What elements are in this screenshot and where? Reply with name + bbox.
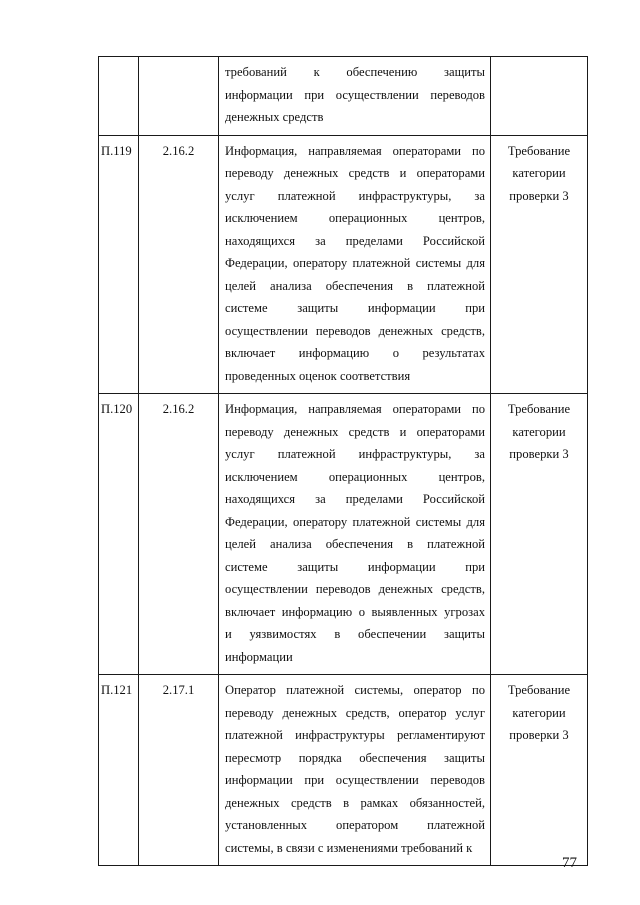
requirement-text-line: Федерации, оператору платежной системы для <box>225 514 485 529</box>
requirement-text-line: переводу денежных средств и операторами <box>225 166 485 180</box>
check-category-line: категории <box>512 705 566 720</box>
item-number-cell: П.121 <box>99 675 139 866</box>
requirement-text-cell <box>219 675 491 866</box>
requirement-text-line: находящихся за пределами Российской <box>225 492 485 506</box>
requirement-text-line: Информация, направляемая операторами по <box>225 143 485 158</box>
requirement-text-line: услуг платежной инфраструктуры, за <box>225 447 485 461</box>
item-number-cell: П.119 <box>99 135 139 394</box>
requirement-text-line: денежных средств <box>225 110 324 124</box>
table-row <box>99 675 588 866</box>
requirement-text-line: осуществлении переводов денежных средств, <box>225 323 485 338</box>
requirement-text-line: информации при осуществлении переводов <box>225 773 485 787</box>
check-category-line: категории <box>512 166 566 180</box>
requirement-text-line: информации <box>225 649 293 664</box>
requirement-text-line: переводу денежных средств, оператор услуг <box>225 705 485 720</box>
requirement-text-line: исключением операционных центров, <box>225 469 485 484</box>
requirement-text-line: целей анализа обеспечения в платежной <box>225 278 485 293</box>
requirement-text-line: Оператор платежной системы, оператор по <box>225 683 485 697</box>
requirement-text-line: Информация, направляемая операторами по <box>225 402 485 416</box>
check-category-line: Требование <box>507 683 571 697</box>
requirement-text-line: осуществлении переводов денежных средств, <box>225 582 485 596</box>
requirement-text-line: исключением операционных центров, <box>225 211 485 225</box>
check-category-cell <box>491 135 588 394</box>
requirement-text-line: находящихся за пределами Российской <box>225 233 485 248</box>
requirement-text-cell <box>219 394 491 675</box>
page-number: 77 <box>562 855 577 871</box>
requirement-text-line: информации при осуществлении переводов <box>225 87 485 102</box>
requirement-text-line: пересмотр порядка обеспечения защиты <box>225 750 485 765</box>
check-category-line: категории <box>512 424 566 439</box>
requirement-text-cell <box>219 57 491 136</box>
requirement-text-line: и уязвимостях в обеспечении защиты <box>225 627 485 641</box>
clause-reference-cell: 2.16.2 <box>139 135 219 394</box>
requirement-text-line: системы, в связи с изменениями требований к <box>225 840 473 855</box>
table-row <box>99 394 588 675</box>
requirement-text-line: системе защиты информации при <box>225 301 485 315</box>
requirement-text-line: услуг платежной инфраструктуры, за <box>225 188 485 203</box>
requirements-table-body <box>99 57 588 866</box>
clause-reference-cell <box>139 57 219 136</box>
requirement-text-line: проведенных оценок соответствия <box>225 368 411 383</box>
check-category-cell <box>491 394 588 675</box>
table-row <box>99 135 588 394</box>
requirement-text-line: системе защиты информации при <box>225 559 485 574</box>
item-number-cell: П.120 <box>99 394 139 675</box>
requirement-text-line: целей анализа обеспечения в платежной <box>225 537 485 551</box>
requirement-text-line: установленных оператором платежной <box>225 818 485 832</box>
check-category-line: проверки 3 <box>509 188 569 203</box>
check-category-line: Требование <box>507 143 571 158</box>
requirement-text-line: включает информацию о выявленных угрозах <box>225 604 485 619</box>
clause-reference-cell: 2.17.1 <box>139 675 219 866</box>
table-row <box>99 57 588 136</box>
check-category-line: проверки 3 <box>509 447 569 461</box>
check-category-line: проверки 3 <box>509 728 569 742</box>
clause-reference-cell: 2.16.2 <box>139 394 219 675</box>
check-category-line: Требование <box>507 402 571 416</box>
requirement-text-line: включает информацию о результатах <box>225 346 485 360</box>
requirement-text-line: требований к обеспечению защиты <box>225 65 485 79</box>
item-number-cell <box>99 57 139 136</box>
requirement-text-line: платежной инфраструктуры регламентируют <box>225 728 485 742</box>
requirement-text-line: Федерации, оператору платежной системы для <box>225 256 485 270</box>
requirement-text-line: денежных средств в рамках обязанностей, <box>225 795 485 810</box>
requirement-text-line: переводу денежных средств и операторами <box>225 424 485 439</box>
requirement-text-cell <box>219 135 491 394</box>
check-category-cell <box>491 675 588 866</box>
check-category-cell <box>491 57 588 136</box>
requirements-table <box>98 56 588 866</box>
